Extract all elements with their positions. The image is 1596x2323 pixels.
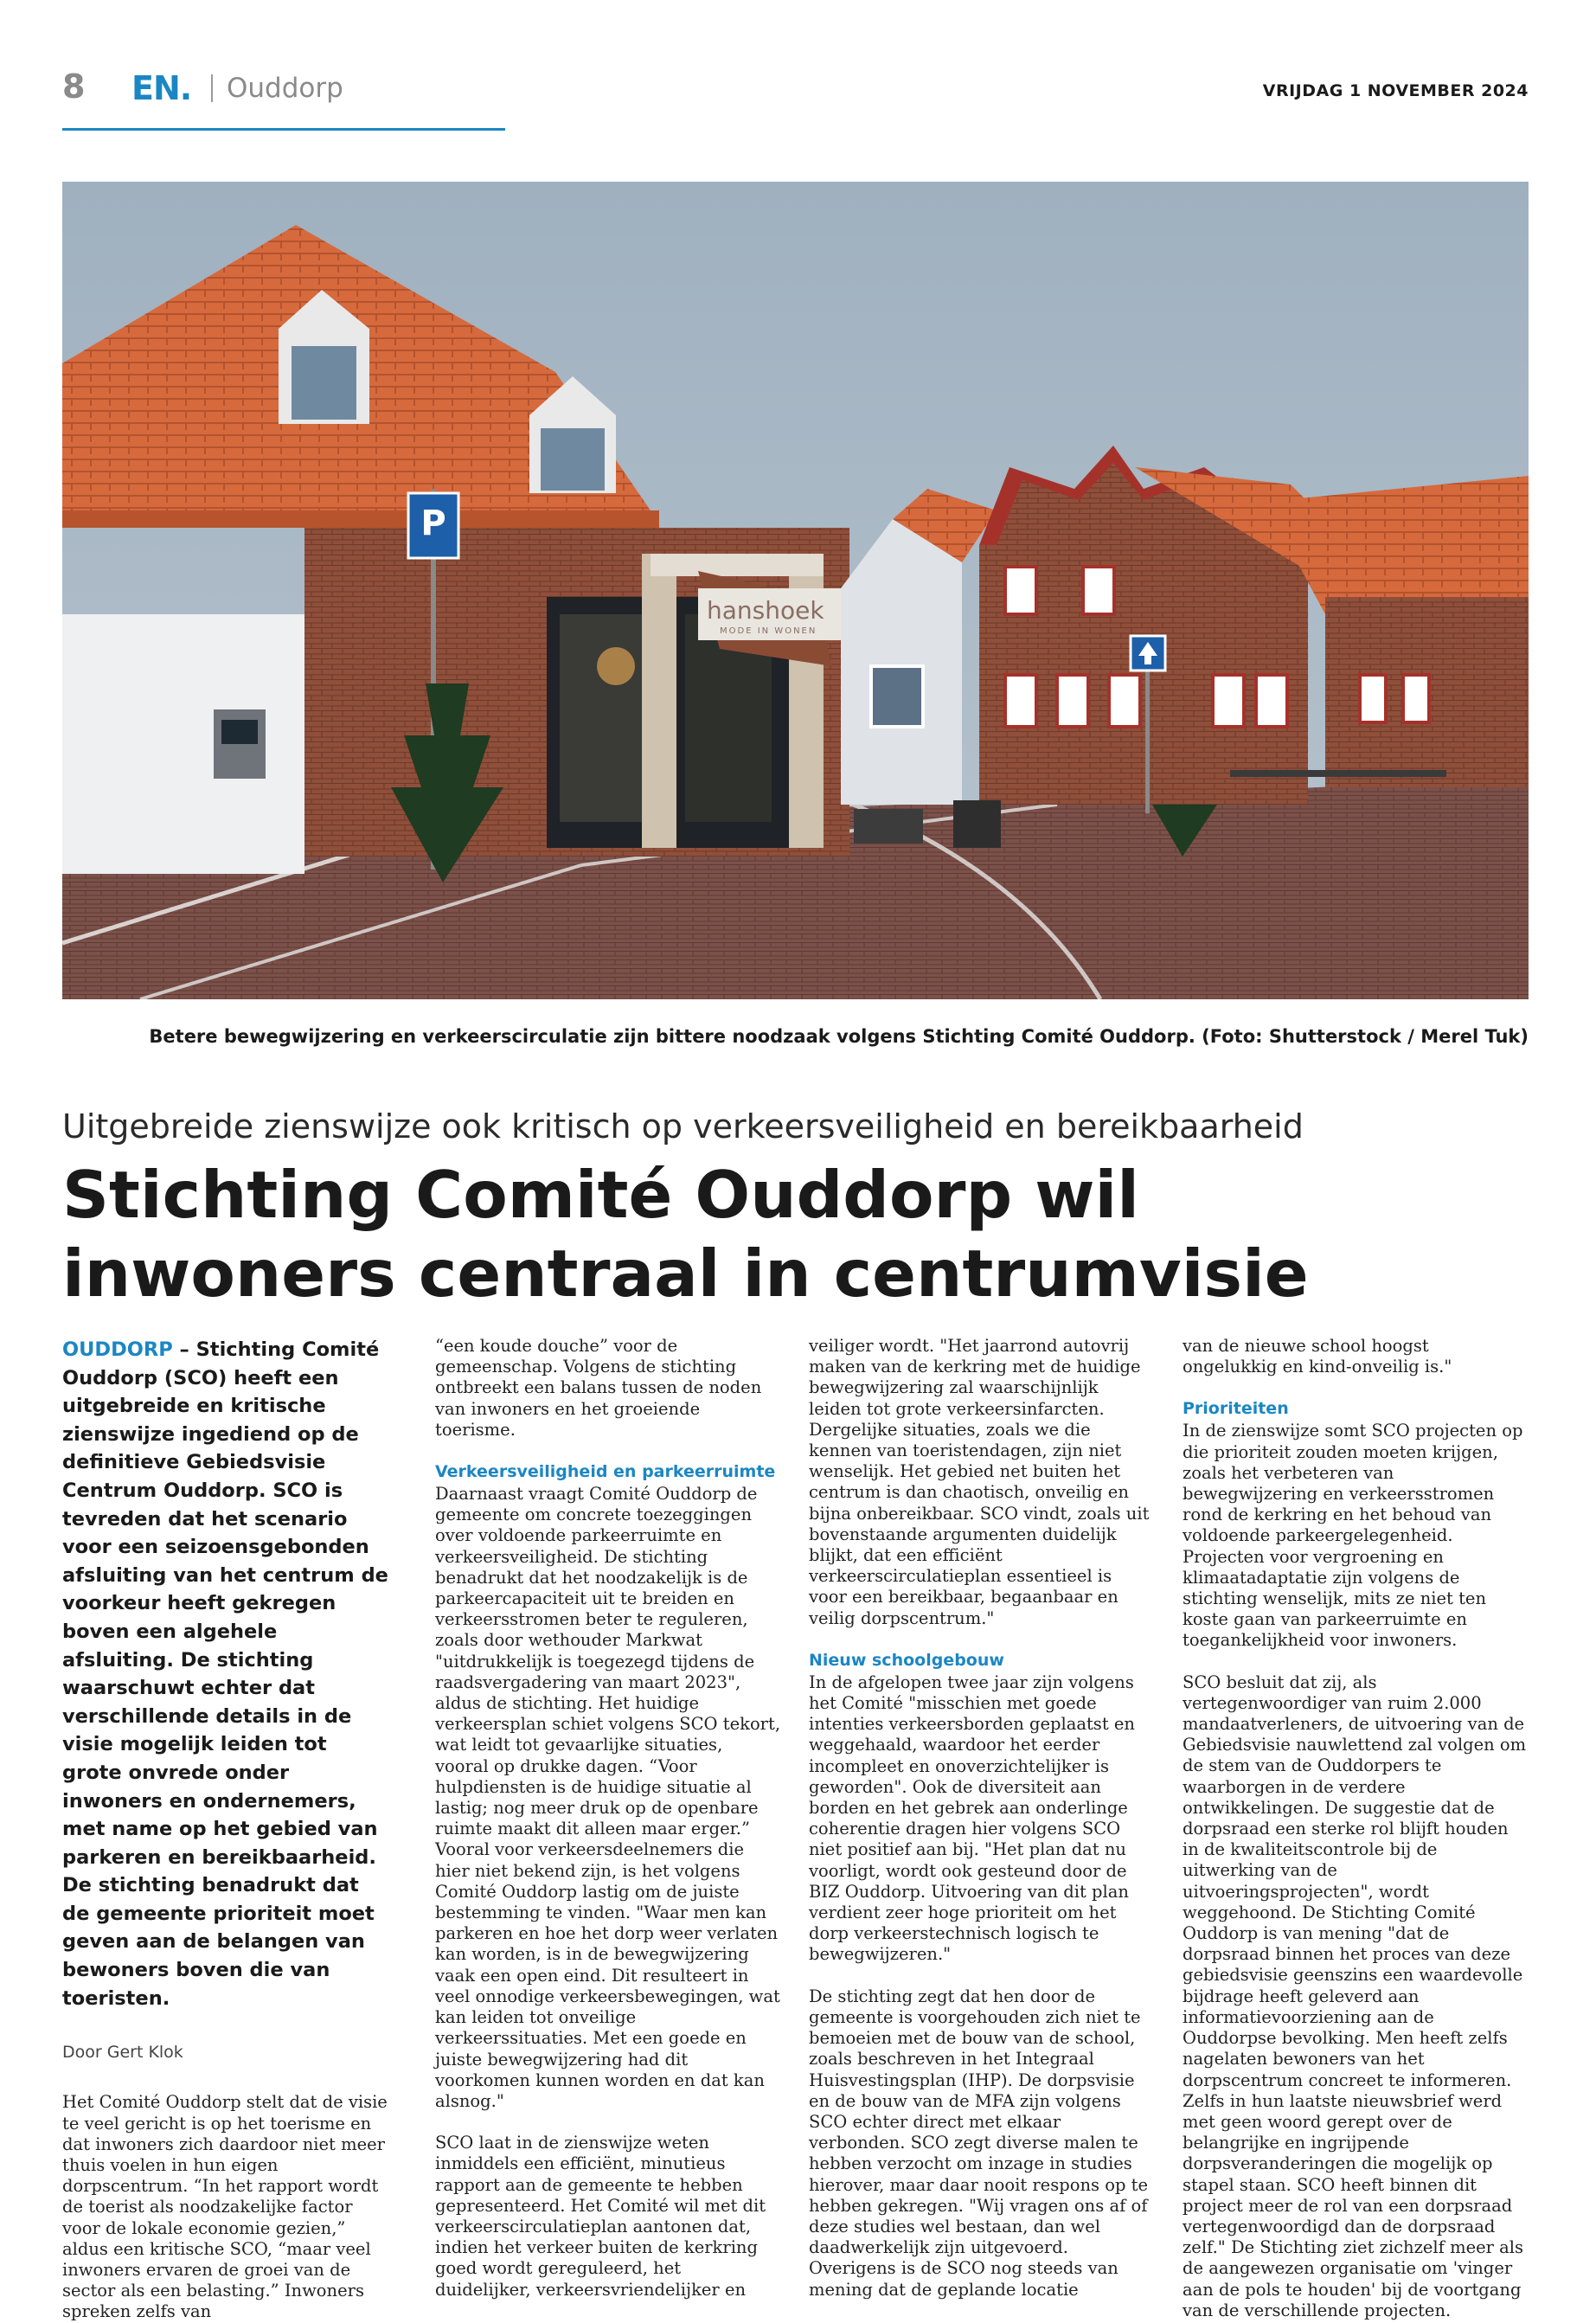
headline-line-1: Stichting Comité Ouddorp wil [62,1157,1139,1233]
shop-sign-sub: MODE IN WONEN [720,626,817,636]
article-column-3 [809,1336,1151,2301]
subheading: Verkeersveiligheid en parkeerruimte [435,1462,776,1482]
body-paragraph: In de afgelopen twee jaar zijn volgens het Comité "misschien met goede intenties verkeersborden geplaatst en weggehaald, waardoor het eerder incompleet en onoverzichtelijker is geworden". Ook de diversiteit aan borden en het gebrek aan onderlinge coherentie dragen hier volgens SCO niet positief aan bij. "Het plan dat nu voorligt, wordt ook gesteund door de BIZ Ouddorp. Uitvoering van dit plan verdient zeer hoge prioriteit om het dorp verkeerstechnisch logisch te bewegwijzeren." [809,1672,1135,1965]
issue-date: VRIJDAG 1 NOVEMBER 2024 [1262,81,1529,100]
photo-caption: Betere bewegwijzering en verkeerscirculatie zijn bittere noodzaak volgens Stichting Comité Ouddorp. (Foto: Shutterstock / Merel Tuk) [149,1026,1529,1047]
headline-line-2: inwoners centraal in centrumvisie [62,1235,1309,1312]
dateline: OUDDORP [62,1338,173,1361]
article-kicker: Uitgebreide zienswijze ook kritisch op verkeersveiligheid en bereikbaarheid [62,1107,1304,1145]
header-rule [62,128,505,131]
subheading: Nieuw schoolgebouw [809,1650,1004,1670]
body-paragraph: De stichting zegt dat hen door de gemeente is voorgehouden zich niet te bemoeien met de bouw van de school, zoals beschreven in het Integraal Huisvestingsplan (IHP). De dorpsvisie en de bouw van de MFA zijn volgens SCO echter direct met elkaar verbonden. SCO zegt diverse malen te hebben verzocht om inzage in studies hierover, maar daar nooit respons op te hebben gekregen. "Wij vragen ons af of deze studies wel bestaan, dan wel daadwerkelijk zijn uitgevoerd. Overigens is de SCO nog steeds van mening dat de geplande locatie [809,1986,1149,2300]
byline: Door Gert Klok [62,2043,183,2063]
page-number: 8 [62,67,86,106]
body-paragraph: In de zienswijze somt SCO projecten op die prioriteit zouden moeten krijgen, zoals het verbeteren van bewegwijzering en verkeersstromen rond de kerkring en het behoud van voldoende parkeergelegenheid. Projecten voor vergroening en klimaatadaptatie zijn volgens de stichting wenselijk, mits ze niet ten koste gaan van parkeerruimte en toegankelijkheid voor inwoners. [1183,1421,1523,1651]
article-column-1 [62,1336,391,2323]
svg-text:P: P [420,504,446,543]
body-paragraph: Het Comité Ouddorp stelt dat de visie te veel gericht is op het toerisme en dat inwoners zich daardoor niet meer thuis voelen in hun eigen dorpscentrum. “In het rapport wordt de toerist als noodzakelijke factor voor de lokale economie gezien,” aldus een kritische SCO, “maar veel inwoners ervaren de groei van de sector als een belasting.” Inwoners spreken zelfs van [62,2092,388,2322]
article-column-2 [435,1336,781,2301]
newspaper-logo: EN. [131,69,192,107]
shop-sign: hanshoek [707,596,824,625]
body-paragraph: “een koude douche” voor de gemeenschap. Volgens de stichting ontbreekt een balans tussen de noden van inwoners en het groeiende toerisme. [435,1336,762,1440]
body-paragraph: van de nieuwe school hoogst ongelukkig en kind-onveilig is." [1183,1336,1452,1377]
body-paragraph: SCO laat in de zienswijze weten inmiddels een efficiënt, minutieus rapport aan de gemeente te hebben gepresenteerd. Het Comité wil met dit verkeerscirculatieplan aantonen dat, indien het verkeer buiten de kerkring goed wordt gereguleerd, het duidelijker, verkeersvriendelijker en [435,2133,766,2300]
body-paragraph: SCO besluit dat zij, als vertegenwoordiger van ruim 2.000 mandaatverleners, de uitvoering van de Gebiedsvisie nauwlettend zal volgen om de stem van de Ouddorpers te waarborgen in de verdere ontwikkelingen. De suggestie dat de dorpsraad een sterke rol blijft houden in de kwaliteitscontrole bij de uitwerking van de uitvoeringsprojecten", wordt weggehoond. De Stichting Comité Ouddorp is van mening "dat de dorpsraad binnen het proces van deze gebiedsvisie geenszins een waardevolle bijdrage heeft geleverd aan informatievoorziening aan de Ouddorpse bevolking. Men heeft zelfs nagelaten bewoners van het dorpscentrum concreet te informeren. Zelfs in hun laatste nieuwsbrief werd met geen woord gerept over de belangrijke en ingrijpende dorpsveranderingen die mogelijk op stapel staan. SCO heeft binnen dit project meer de rol van een dorpsraad vertegenwoordigd dan de dorpsraad zelf." De Stichting ziet zichzelf meer als de aangewezen organisatie om 'vinger aan de pols te houden' bij de voortgang van de verschillende projecten. [1183,1672,1527,2320]
body-paragraph: Daarnaast vraagt Comité Ouddorp de gemeente om concrete toezeggingen over voldoende parkeerruimte en verkeersveiligheid. De stichting benadrukt dat het noodzakelijk is de parkeercapaciteit uit te breiden en verkeersstromen beter te reguleren, zoals door wethouder Markwat "uitdrukkelijk is toegezegd tijdens de raadsvergadering van maart 2023", aldus de stichting. Het huidige verkeersplan schiet volgens SCO tekort, wat leidt tot gevaarlijke situaties, vooral op drukke dagen. “Voor hulpdiensten is de huidige situatie al lastig; nog meer druk op de openbare ruimte maakt dit alleen maar erger.” Vooral voor verkeersdeelnemers die hier niet bekend zijn, is het volgens Comité Ouddorp lastig om de juiste bestemming te vinden. "Waar men kan parkeren en hoe het dorp weer verlaten kan worden, is in de bewegwijzering vaak een open eind. Dit resulteert in veel onnodige verkeersbewegingen, wat kan leiden tot onveilige verkeerssituaties. Met een goede en juiste bewegwijzering had dit voorkomen kunnen worden en dat kan alsnog." [435,1484,781,2111]
body-paragraph: veiliger wordt. "Het jaarrond autovrij maken van de kerkring met de huidige bewegwijzering zal waarschijnlijk leiden tot grote verkeersinfarcten. Dergelijke situaties, zoals we die kennen van toeristendagen, zijn niet wenselijk. Het gebied net buiten het centrum is dan chaotisch, onveilig en bijna onbereikbaar. SCO vindt, zoals uit bovenstaande argumenten duidelijk blijkt, dat een efficiënt verkeerscirculatieplan essentieel is voor een bereikbaar, begaanbaar en veilig dorpscentrum." [809,1336,1150,1628]
article-headline [62,1156,1533,1313]
section-name: Ouddorp [227,73,343,104]
subheading: Prioriteiten [1183,1399,1289,1419]
article-column-4 [1183,1336,1527,2321]
article-lead [62,1336,391,2012]
article-photo [62,182,1529,999]
lead-text: – Stichting Comité Ouddorp (SCO) heeft een uitgebreide en kritische zienswijze ingediend op de definitieve Gebiedsvisie Centrum Ouddorp. SCO is tevreden dat het scenario voor een seizoensgebonden afsluiting van het centrum de voorkeur heeft gekregen boven een algehele afsluiting. De stichting waarschuwt echter dat verschillende details in de visie mogelijk leiden tot grote onvrede onder inwoners en ondernemers, met name op het gebied van parkeren en bereikbaarheid. De stichting benadrukt dat de gemeente prioriteit moet geven aan de belangen van bewoners boven die van toeristen. [62,1338,388,2010]
header-separator [211,74,213,102]
